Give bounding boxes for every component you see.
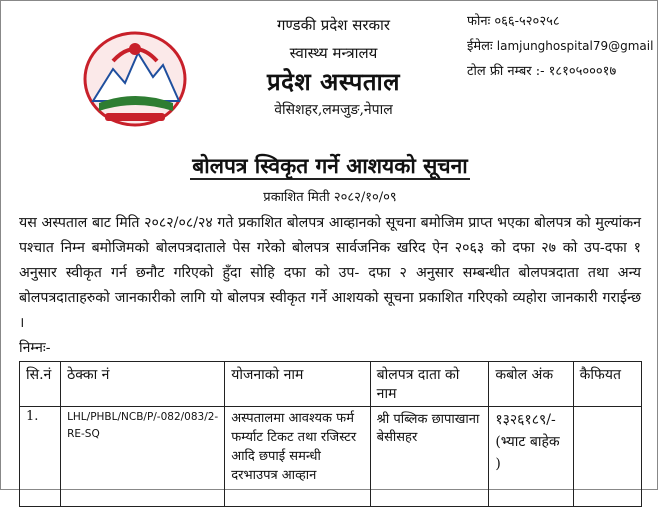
government-name: गण्डकी प्रदेश सरकार	[276, 16, 391, 34]
col-header-bidder: बोलपत्र दाता को नाम	[370, 362, 489, 407]
hospital-location: वेसिशहर,लमजुङ,नेपाल	[274, 102, 393, 118]
published-date: प्रकाशित मिती २०८२/१०/०९	[263, 190, 397, 205]
cell-project: अस्पतालमा आवश्यक फर्म फर्म्याट टिकट तथा रजिस्टर आदि छपाई समन्धी दरभाउपत्र आव्हान	[225, 407, 370, 507]
table-header-row	[20, 362, 642, 407]
email-address: lamjunghospital79@gmail	[496, 39, 654, 53]
notice-title: बोलपत्र स्विकृत गर्ने आशयको सूचना	[192, 153, 468, 178]
notice-body: यस अस्पताल बाट मिति २०८२/०८/२४ गते प्रकाशित बोलपत्र आव्हानको सूचना बमोजिम प्राप्त भएका बोलपत्र को मुल्यांकन पश्चात निम्न बमोजिमको बोलपत्रदाताले पेस गरेको बोलपत्र सार्वजनिक खरिद ऐन २०६३ को दफा २७ को उप-दफा १ अनुसार स्वीकृत गर्न छनौट गरिएको हुँदा सोहि दफा को उप- दफा २ अनुसार सम्बन्धीत बोलपत्रदाता तथा अन्य बोलपत्रदाताहरुको जानकारीको लागि यो बोलपत्र स्वीकृत गर्ने आशयको सूचना प्रकाशित गरिएको व्यहोरा जानकारी गराईन्छ ।	[19, 215, 641, 331]
notice-title-wrap	[1, 152, 658, 180]
hospital-name: प्रदेश अस्पताल	[266, 67, 401, 96]
award-table	[19, 361, 642, 507]
email-label: ईमेलः	[467, 39, 493, 54]
col-header-remarks: कैफियत	[573, 362, 641, 407]
cell-sn: 1.	[20, 407, 61, 507]
email-line	[467, 34, 653, 59]
cell-bidder: श्री पब्लिक छापाखाना बेसीसहर	[370, 407, 489, 507]
list-label: निम्नः-	[19, 340, 51, 356]
contact-block	[467, 9, 653, 84]
cell-amount: १३२६१८९/- (भ्याट बाहेक )	[489, 407, 573, 507]
cell-remarks	[573, 407, 641, 507]
letterhead	[226, 7, 441, 119]
col-header-amount: कबोल अंक	[489, 362, 573, 407]
cell-contract-no: LHL/PHBL/NCB/P/-082/083/2-RE-SQ	[61, 407, 225, 507]
ministry-name: स्वास्थ्य मन्त्रालय	[289, 44, 378, 62]
tollfree-number: टोल फ्री नम्बर :- १८१०५०००१७	[467, 64, 617, 79]
phone-number: फोनः ०६६-५२०२५८	[467, 14, 560, 29]
col-header-contract: ठेक्का नं	[61, 362, 225, 407]
col-header-sn: सि.नं	[20, 362, 61, 407]
table-row	[20, 407, 642, 507]
col-header-project: योजनाको नाम	[225, 362, 370, 407]
nepal-emblem-icon	[83, 31, 187, 127]
